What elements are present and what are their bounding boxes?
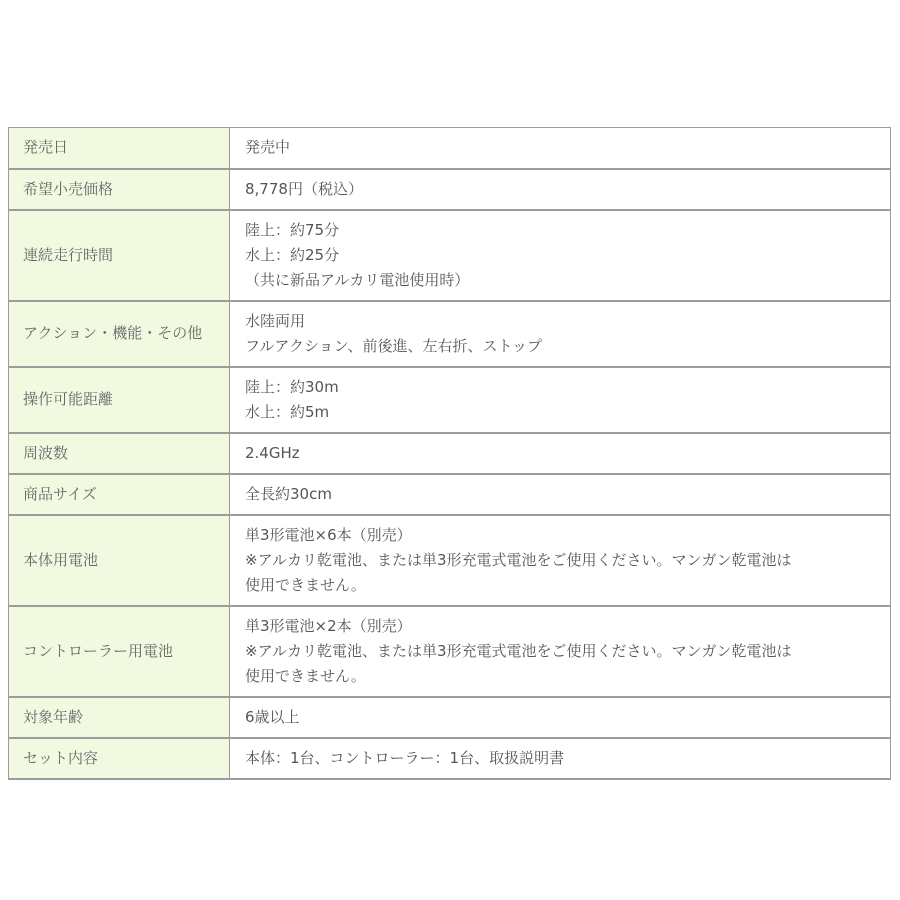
spec-row-price: [9, 169, 891, 210]
spec-row-release-date: [9, 128, 891, 169]
spec-value-line: ※アルカリ乾電池、または単3形充電式電池をご使用ください。マンガン乾電池は: [245, 641, 792, 660]
spec-value-line: 2.4GHz: [245, 443, 300, 462]
spec-value-line: 単3形電池×6本（別売）: [245, 525, 412, 544]
spec-value-line: 発売中: [245, 138, 291, 157]
spec-row-set-contents: [9, 738, 891, 779]
spec-value-target-age: [230, 697, 891, 738]
spec-value-run-time: [230, 210, 891, 301]
spec-row-frequency: [9, 433, 891, 474]
spec-label-release-date: 発売日: [9, 128, 230, 169]
spec-value-size: [230, 474, 891, 515]
spec-value-price: [230, 169, 891, 210]
spec-row-target-age: [9, 697, 891, 738]
spec-table-body: [9, 128, 891, 779]
spec-label-price: 希望小売価格: [9, 169, 230, 210]
spec-row-controller-battery: [9, 606, 891, 697]
spec-row-actions: [9, 301, 891, 367]
spec-value-line: 水陸両用: [245, 311, 306, 330]
spec-label-run-time: 連続走行時間: [9, 210, 230, 301]
spec-row-range: [9, 367, 891, 433]
spec-value-line: 陸上：約75分: [245, 220, 340, 239]
spec-label-range: 操作可能距離: [9, 367, 230, 433]
spec-label-actions: アクション・機能・その他: [9, 301, 230, 367]
spec-row-size: [9, 474, 891, 515]
spec-value-range: [230, 367, 891, 433]
spec-value-line: 水上：約25分: [245, 245, 340, 264]
spec-row-run-time: [9, 210, 891, 301]
spec-value-line: 使用できません。: [245, 575, 366, 594]
spec-row-body-battery: [9, 515, 891, 606]
spec-value-line: 6歳以上: [245, 707, 300, 726]
spec-value-line: 全長約30cm: [245, 484, 332, 503]
spec-value-body-battery: [230, 515, 891, 606]
spec-value-line: 8,778円（税込）: [245, 179, 363, 198]
spec-value-line: フルアクション、前後進、左右折、ストップ: [245, 336, 543, 355]
spec-value-line: 使用できません。: [245, 666, 366, 685]
spec-value-set-contents: [230, 738, 891, 779]
spec-label-set-contents: セット内容: [9, 738, 230, 779]
spec-value-line: 陸上：約30m: [245, 377, 339, 396]
spec-value-line: 水上：約5m: [245, 402, 330, 421]
spec-value-actions: [230, 301, 891, 367]
spec-value-frequency: [230, 433, 891, 474]
spec-label-target-age: 対象年齢: [9, 697, 230, 738]
spec-value-release-date: [230, 128, 891, 169]
spec-label-body-battery: 本体用電池: [9, 515, 230, 606]
spec-value-line: 本体：1台、コントローラー：1台、取扱説明書: [245, 748, 565, 767]
spec-label-controller-battery: コントローラー用電池: [9, 606, 230, 697]
spec-value-controller-battery: [230, 606, 891, 697]
spec-value-line: （共に新品アルカリ電池使用時）: [245, 270, 470, 289]
spec-label-size: 商品サイズ: [9, 474, 230, 515]
spec-value-line: 単3形電池×2本（別売）: [245, 616, 412, 635]
spec-table: [8, 127, 891, 780]
spec-label-frequency: 周波数: [9, 433, 230, 474]
spec-value-line: ※アルカリ乾電池、または単3形充電式電池をご使用ください。マンガン乾電池は: [245, 550, 792, 569]
